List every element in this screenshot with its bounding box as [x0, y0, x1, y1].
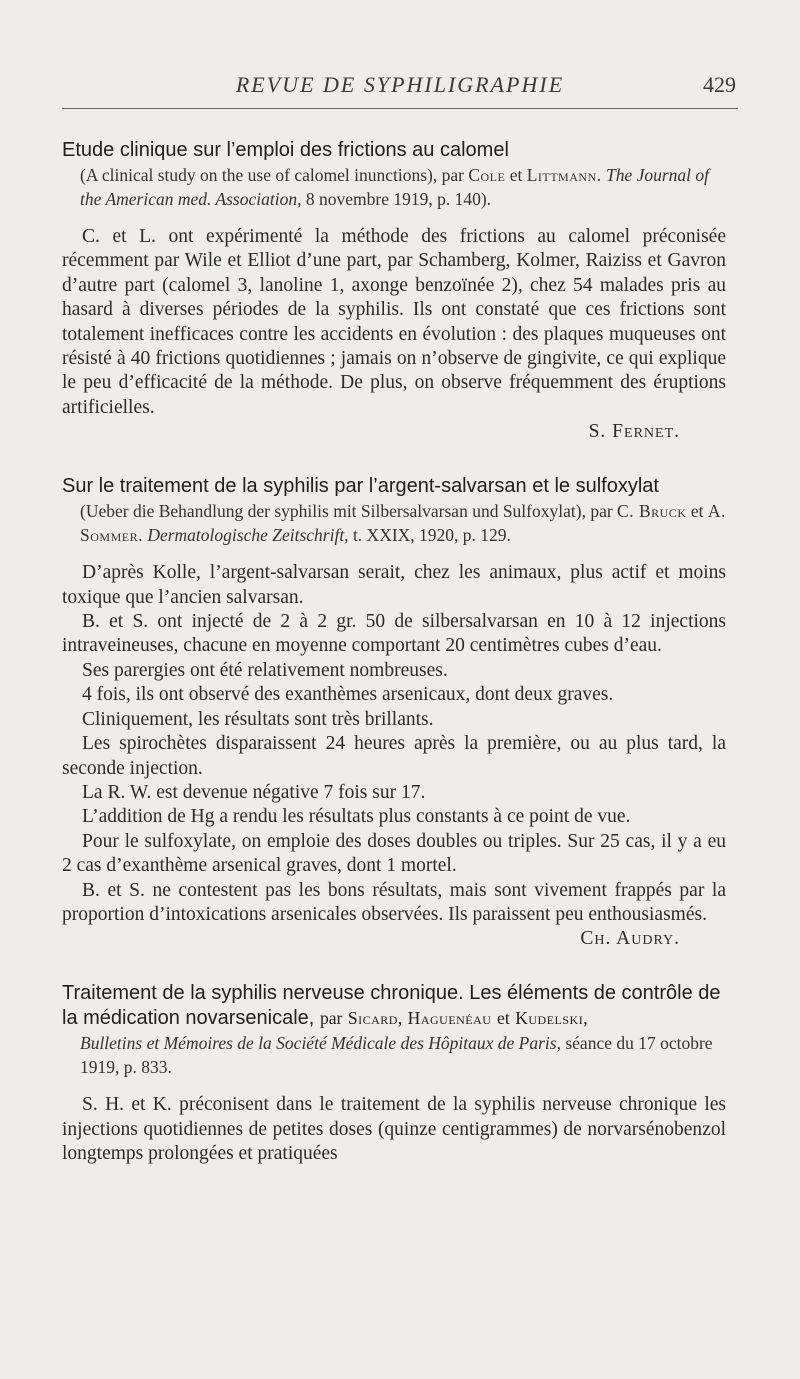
article-paragraph: L’addition de Hg a rendu les résultats plus constants à ce point de vue. [82, 806, 631, 828]
signature: S. Fernet. [588, 421, 680, 443]
article-reference: Bulletins et Mémoires de la Société Médicale des Hôpitaux de Paris, séance du 17 octobre 1919, p. 833. [80, 1033, 713, 1078]
article-paragraph: 4 fois, ils ont observé des exanthèmes arsenicaux, dont deux graves. [82, 684, 614, 706]
article-title: Traitement de la syphilis nerveuse chronique. Les éléments de contrôle de la médication novarsenicale, par Sicard, Haguenéau et Kudelski, [62, 982, 721, 1030]
article-argent-salvarsan [62, 474, 726, 951]
article-paragraph: Pour le sulfoxylate, on emploie des doses doubles ou triples. Sur 25 cas, il y a eu 2 cas d’exanthème arsenical graves, dont 1 mortel. [62, 830, 726, 877]
page-content [62, 138, 726, 1167]
article-reference: (Ueber die Behandlung der syphilis mit Silbersalvarsan und Sulfoxylat), par C. Bruck et A. Sommer. Dermatologische Zeitschrift, t. XXIX, 1920, p. 129. [80, 501, 726, 546]
article-paragraph: Cliniquement, les résultats sont très brillants. [82, 708, 434, 730]
article-paragraph: Ses parergies ont été relativement nombreuses. [82, 659, 448, 681]
article-syphilis-nerveuse [62, 981, 726, 1166]
article-paragraph: C. et L. ont expérimenté la méthode des frictions au calomel préconisée récemment par Wile et Elliot d’une part, par Schamberg, Kolmer, Raiziss et Gavron d’autre part (calomel 3, lanoline 1, axonge benzoïnée 2), chez 54 malades pris au hasard à diverses périodes de la syphilis. Ils ont constaté que ces frictions sont totalement inefficaces contre les accidents en évolution : des plaques muqueuses ont résisté à 40 frictions quotidiennes ; jamais on n’observe de gingivite, ce qui explique le peu d’efficacité de la méthode. De plus, on observe fréquemment des éruptions artificielles. [62, 226, 726, 418]
running-title: REVUE DE SYPHILIGRAPHIE [235, 72, 565, 97]
signature: Ch. Audry. [580, 928, 680, 950]
article-paragraph: D’après Kolle, l’argent-salvarsan serait, chez les animaux, plus actif et moins toxique que l’ancien salvarsan. [62, 562, 726, 608]
article-title: Sur le traitement de la syphilis par l’argent-salvarsan et le sulfoxylat [62, 475, 659, 498]
article-paragraph: Les spirochètes disparaissent 24 heures après la première, ou au plus tard, la seconde injection. [62, 733, 726, 779]
page-number: 429 [703, 72, 736, 97]
article-paragraph: B. et S. ont injecté de 2 à 2 gr. 50 de silbersalvarsan en 10 à 12 injections intraveineuses, chacune en moyenne comportant 20 centimètres cubes d’eau. [62, 611, 726, 657]
article-title: Etude clinique sur l’emploi des frictions au calomel [62, 139, 509, 161]
article-paragraph: La R. W. est devenue négative 7 fois sur 17. [82, 781, 426, 803]
header-rule [62, 108, 738, 109]
article-paragraph: S. H. et K. préconisent dans le traitement de la syphilis nerveuse chronique les injections quotidiennes de petites doses (quinze centigrammes) de norvarsénobenzol longtemps prolongées et pratiquées [62, 1094, 726, 1165]
running-head [62, 70, 738, 110]
article-reference: (A clinical study on the use of calomel inunctions), par Cole et Littmann. The Journal of the American med. Association, 8 novembre 1919, p. 140). [80, 165, 710, 209]
article-frictions-calomel [62, 138, 726, 444]
article-paragraph: B. et S. ne contestent pas les bons résultats, mais sont vivement frappés par la proportion d’intoxications arsenicales observées. Ils paraissent peu enthousiasmés. [62, 879, 726, 925]
